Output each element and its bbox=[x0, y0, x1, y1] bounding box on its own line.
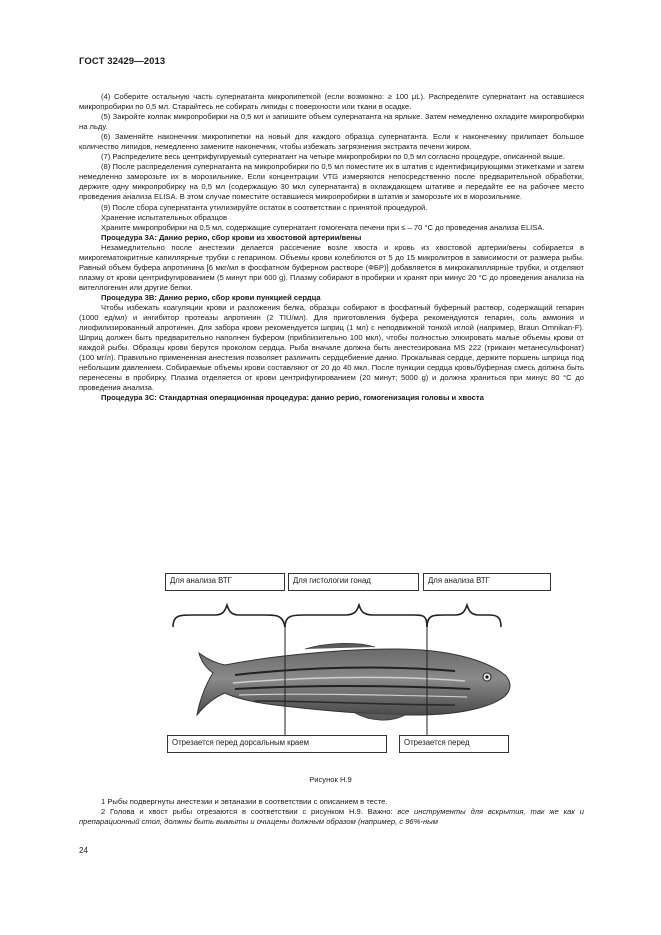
note-2-plain: 2 Голова и хвост рыбы отрезаются в соответствии с рисунком Н.9. Важно: bbox=[101, 807, 398, 817]
section-heading-3c: Процедура 3С: Стандартная операционная процедура: данио рерио, гомогенизация головы и хвоста bbox=[101, 393, 484, 403]
label-gonad-histology: Для гистологии гонад bbox=[288, 573, 419, 591]
brace-middle bbox=[285, 605, 427, 627]
section-heading-3a: Процедура 3А: Данио рерио, сбор крови из хвостовой артерии/вены bbox=[101, 232, 362, 242]
label-cut-front: Отрезается перед bbox=[399, 735, 509, 753]
page-number: 24 bbox=[79, 846, 88, 855]
paragraph: (5) Закройте колпак микропробирки на 0,5 мл и запишите объем супернатанта на ярлыке. Затем немедленно охладите микропробирки на льду. bbox=[79, 112, 584, 132]
label-vtg-left: Для анализа ВТГ bbox=[165, 573, 285, 591]
note-1: 1 Рыбы подвергнуты анестезии и эвтаназии в соответствии с описанием в тесте. bbox=[101, 797, 388, 806]
paragraph: (4) Соберите остальную часть супернатанта микропипеткой (если возможно: ≥ 100 μL). Распределите супернатант на оставшиеся микропробирки по 0,5 мл. Старайтесь не собирать липиды с поверхности или ткани в осадке. bbox=[79, 92, 584, 112]
label-cut-dorsal: Отрезается перед дорсальным краем bbox=[167, 735, 387, 753]
body-text bbox=[79, 92, 584, 403]
paragraph: (7) Распределите весь центрифугируемый супернатант на четыре микропробирки по 0,5 мл согласно процедуре, описанной выше. bbox=[101, 152, 565, 162]
paragraph: Хранение испытательных образцов bbox=[101, 212, 228, 222]
notes bbox=[79, 797, 584, 827]
brace-left bbox=[173, 605, 285, 627]
document-header: ГОСТ 32429—2013 bbox=[79, 56, 166, 67]
label-vtg-right: Для анализа ВТГ bbox=[423, 573, 551, 591]
figure-caption: Рисунок Н.9 bbox=[309, 775, 352, 784]
brace-right bbox=[427, 605, 501, 627]
figure-h9 bbox=[155, 565, 595, 775]
paragraph: Чтобы избежать коагуляции крови и разложения белка, образцы собирают в фосфатный буферный раствор, содержащий гепарин (1000 ед/мл) и ингибитор протеазы апротинин (2 TIU/мл). Для приготовления буфера рекомендуются гепарин, соль аммония и лиофилизированный апротинин. Для забора крови рекомендуется шприц (1 мл) с неподвижной тонкой иглой (например, Braun Omnikan-F). Шприц должен быть предварительно наполнен буфером (приблизительно 100 мкл), чтобы полностью элюировать малые объемы крови от каждой рыбы. Образцы крови берутся проколом сердца. Рыба вначале должна быть анестезирована MS 222 (трикаин метанесульфонат) (100 мг/л). Правильно примененная анестезия позволяет различить сердцебиение данио. Прокалывая сердце, держите поршень шприца под небольшим давлением. Собираемые объемы крови составляют от 20 до 40 мкл. После пункции сердца кровь/буферная смесь должна быть перенесены в пробирку. Плазма отделяется от крови центрифугированием (20 минут; 5000 g) и должна храниться при минус 80 °С до проведения анализа. bbox=[79, 302, 584, 393]
fish-image bbox=[197, 643, 510, 720]
paragraph: Храните микропробирки на 0,5 мл, содержащие супернатант гомогената печени при ≤ – 70 °С до проведения анализа ELISA. bbox=[101, 222, 545, 232]
section-heading-3b: Процедура 3В: Данио рерио, сбор крови пункцией сердца bbox=[101, 292, 321, 302]
note-2-italic: все инструменты для вскрытия, так же как и препарационный стол, должны быть вымыты и очищены должным образом (например, с 96%-ным bbox=[79, 807, 585, 827]
paragraph: (9) После сбора супернатанта утилизируйте остаток в соответствии с принятой процедурой. bbox=[101, 202, 428, 212]
paragraph: (6) Заменяйте наконечник микропипетки на новый для каждого образца супернатанта. Если к наконечнику прилипает большое количество липидов, немедленно замените наконечник, чтобы избежать загрязнения экстракта печени жиром. bbox=[79, 132, 584, 152]
paragraph: Незамедлительно после анестезии делается рассечение возле хвоста и кровь из хвостовой артерии/вены собирается в микрогематокритные капиллярные трубки с гепарином. Объемы крови колеблются от 5 до 15 микролитров в зависимости от размера рыбы. Равный объем буфера апротинина [6 мкг/мл в фосфатном буферном растворе (ФБР)] добавляется в микрокапиллярные трубки, и отделяют плазму от крови центрифугированием (5 минут при 600 g). Плазму собирают в пробирки и хранят при минус 20 °С до проведения анализа на вителлогенин или другие белки. bbox=[79, 242, 584, 292]
paragraph: (8) После распределения супернатанта на микропробирки по 0,5 мл поместите их в штатив с идентифицирующими этикетками и затем немедленно заморозьте их в морозильнике. Если концентрации VTG измеряются непосредственно после предварительной обработки, держите одну микропробирку на 0,5 мл (содержащую 30 мкл супернатанта) в охлаждающем штативе и передайте ее на рабочее место проведения анализа ELISA. В этом случае поместите оставшиеся микропробирки в штатив и заморозьте их в морозильнике. bbox=[79, 162, 584, 202]
note-2 bbox=[79, 807, 584, 827]
